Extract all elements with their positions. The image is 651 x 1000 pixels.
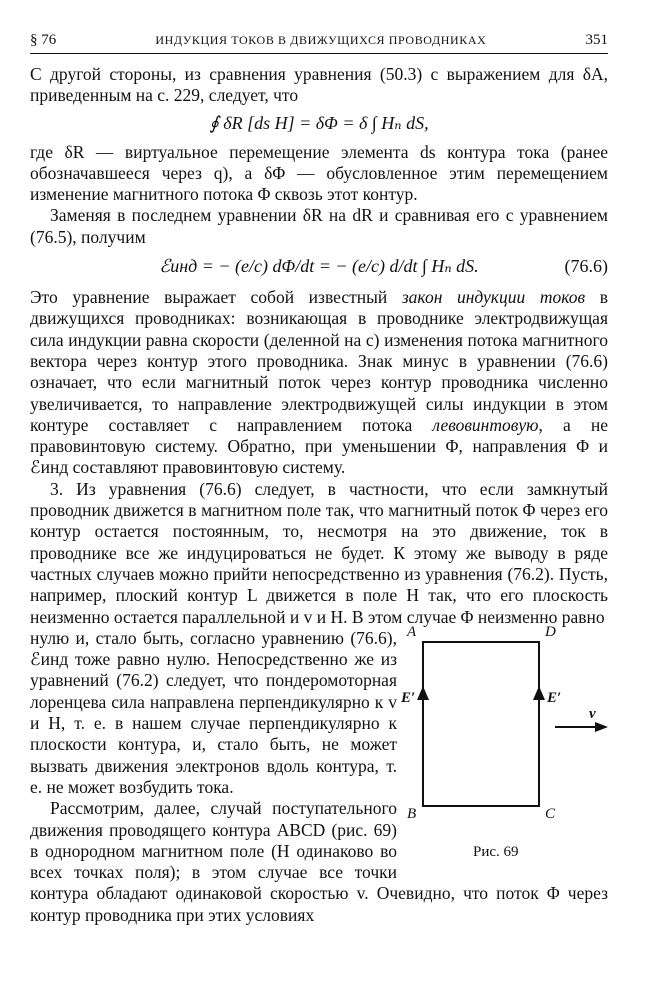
- figure-caption: Рис. 69: [473, 843, 519, 860]
- contour-abcd: [423, 642, 539, 806]
- formula-flux-variation: ∮ δR [ds H] = δΦ = δ ∫ Hₙ dS,: [209, 112, 429, 133]
- e-left-arrowhead: [417, 686, 429, 700]
- law-of-induction-term: закон индукции токов: [401, 287, 586, 308]
- velocity-arrowhead: [595, 722, 608, 732]
- e-left-label: E′: [401, 689, 416, 706]
- page: [30, 32, 608, 926]
- vertex-d-label: D: [545, 623, 556, 640]
- formula-76-6-body: ℰинд = − (e/c) dΦ/dt = − (e/c) d/dt ∫ Hₙ dS.: [159, 256, 479, 277]
- vertex-c-label: C: [545, 805, 556, 822]
- vertex-b-label: B: [407, 805, 417, 822]
- paragraph-7: Рассмотрим, далее, случай поступательного движения проводящего контура ABCD (рис. 69) в однородном магнитном поле (H одинаково во всех точках поля); в этом случае все точки контура обладают одинаковой скоростью v. Очевидно, что поток Φ через контур проводника при этих условиях: [30, 798, 608, 925]
- vertex-a-label: A: [407, 623, 417, 640]
- running-title: ИНДУКЦИЯ ТОКОВ В ДВИЖУЩИХСЯ ПРОВОДНИКАХ: [155, 33, 487, 47]
- figure-wrap-section: [30, 623, 608, 926]
- paragraph-4-text-b: в движущихся проводниках: возникающая в проводнике электродвижущая сила индукции равна скорости (деленной на c) изменения потока магнитного вектора через контур этого проводника. Знак минус в уравнении (76.6) означает, что если магнитный поток через контур проводника численно увеличивается, то направление электродвижущей силы индукции в этом контуре составляет с направлением потока: [30, 287, 609, 435]
- paragraph-3: Заменяя в последнем уравнении δR на dR и сравнивая его с уравнением (76.5), получим: [30, 205, 608, 247]
- figure-69: [401, 623, 608, 868]
- figure-69-drawing: [403, 630, 608, 868]
- e-right-arrowhead: [533, 686, 545, 700]
- paragraph-1: С другой стороны, из сравнения уравнения (50.3) с выражением для δA, приведенным на с. 229, следует, что: [30, 64, 608, 106]
- running-header: [30, 32, 608, 54]
- page-number: 351: [585, 32, 608, 48]
- paragraph-4-text-c: , а не правовинтовую систему. Обратно, при уменьшении Φ, направления Φ и ℰинд составляют правовинтовую систему.: [30, 414, 608, 478]
- e-right-label: E′: [547, 689, 562, 706]
- velocity-label: v: [589, 705, 596, 722]
- equation-number: (76.6): [564, 256, 608, 277]
- paragraph-6: нулю и, стало быть, согласно уравнению (76.6), ℰинд тоже равно нулю. Непосредственно же из уравнений (76.2) следует, что пондеромоторная лоренцева сила направлена перпендикулярно к v и H, т. е. в нашем случае перпендикулярно к плоскости контура, и, стало быть, не может вызвать движения электронов вдоль контура, т. е. не может возбудить тока.: [30, 627, 397, 797]
- paragraph-4-text-a: Это уравнение выражает собой известный: [30, 287, 402, 308]
- section-number: § 76: [30, 32, 57, 48]
- paragraph-5: 3. Из уравнения (76.6) следует, в частности, что если замкнутый проводник движется в магнитном поле так, что магнитный поток Φ через его контур остается постоянным, то, несмотря на это движение, ток в проводнике все же индуцироваться не будет. К этому же выводу в ряде частных случаев можно прийти непосредственно из уравнения (76.2). Пусть, например, плоский контур L движется в поле H так, что его плоскость неизменно остается параллельной и v и H. В этом случае Φ неизменно равно: [30, 478, 608, 627]
- left-handed-term: левовинтовую: [432, 414, 539, 435]
- paragraph-2: где δR — виртуальное перемещение элемента ds контура тока (ранее обозначавшееся через q), а δΦ — обусловленное этим перемещением изменение магнитного потока Φ сквозь этот контур.: [30, 141, 608, 205]
- formula-76-6: [30, 256, 608, 277]
- paragraph-4: [30, 287, 608, 479]
